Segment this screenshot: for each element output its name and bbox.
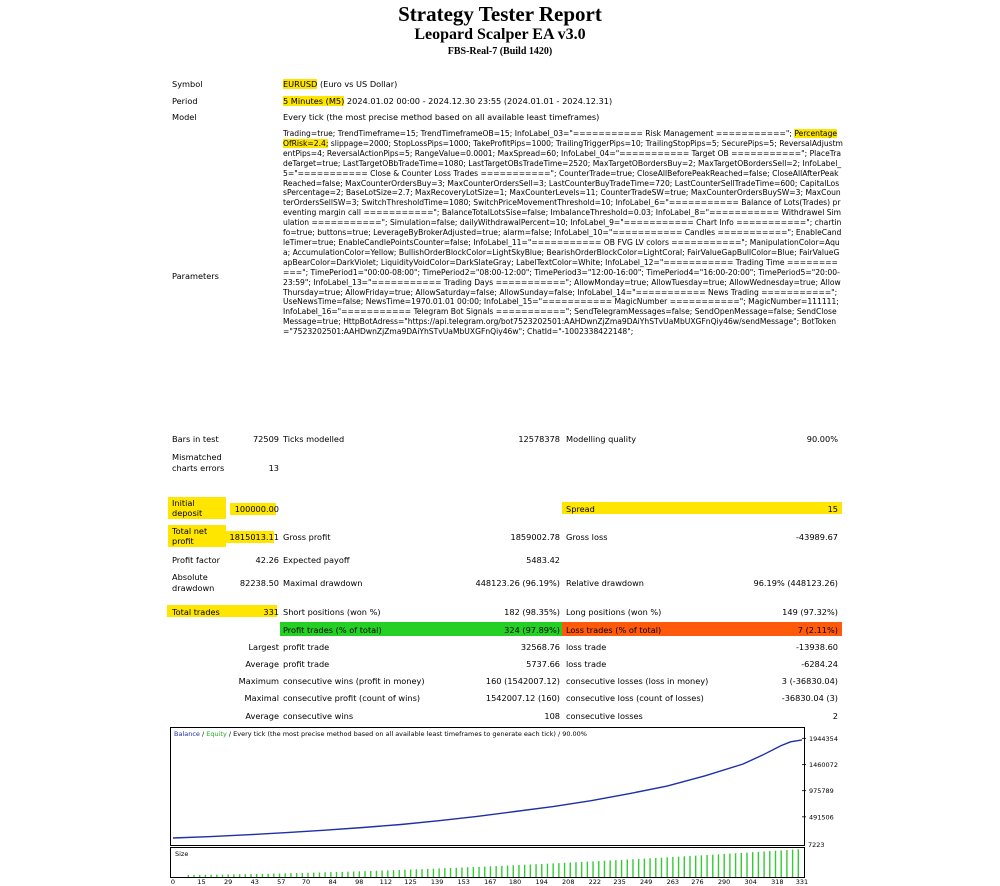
deposit-value: 100000.00 — [234, 504, 279, 514]
lpt-label: profit trade — [283, 642, 330, 652]
size-bar — [706, 855, 707, 877]
x-tick-label: 235 — [613, 878, 626, 885]
pf-label: Profit factor — [172, 555, 220, 565]
symbol-desc: (Euro vs US Dollar) — [319, 79, 398, 89]
maxdd-value: 448123.26 (96.19%) — [475, 578, 560, 588]
size-bar — [604, 861, 605, 877]
size-bar — [666, 857, 667, 877]
trades-label: Total trades — [172, 607, 220, 617]
size-bar — [290, 873, 291, 877]
size-bar — [381, 871, 382, 877]
size-bar — [393, 870, 394, 877]
absdd-label: Absolute drawdown — [172, 572, 215, 593]
size-bar — [558, 863, 559, 877]
size-bar — [285, 873, 286, 877]
size-bar — [587, 862, 588, 877]
y-tick-label: 491506 — [809, 813, 834, 822]
x-tick-label: 15 — [197, 878, 206, 885]
size-bar — [467, 867, 468, 877]
grossloss-label: Gross loss — [566, 532, 608, 542]
reldd-label: Relative drawdown — [566, 578, 644, 588]
short-value: 182 (98.35%) — [504, 607, 560, 617]
size-bar — [741, 853, 742, 877]
main-plot-frame — [171, 728, 805, 846]
report-title: Strategy Tester Report — [398, 2, 602, 26]
quality-value: 90.00% — [806, 434, 838, 444]
size-bar — [267, 874, 268, 877]
alt-value: -6284.24 — [801, 659, 838, 669]
long-label: Long positions (won %) — [566, 607, 662, 617]
size-bar — [712, 855, 713, 877]
size-bar — [570, 863, 571, 877]
size-bar — [473, 867, 474, 877]
size-bar — [598, 861, 599, 877]
x-tick-label: 194 — [535, 878, 548, 885]
ep-label: Expected payoff — [283, 555, 350, 565]
size-bar — [302, 873, 303, 877]
size-bar — [792, 850, 793, 877]
size-bar — [370, 871, 371, 877]
size-bar — [188, 875, 189, 877]
size-bar — [769, 851, 770, 877]
parameters-value — [283, 129, 843, 337]
period-label: Period — [172, 96, 198, 106]
x-tick-label: 70 — [301, 878, 311, 885]
size-bar — [376, 871, 377, 877]
quality-label: Modelling quality — [566, 434, 637, 444]
ticks-value: 12578378 — [518, 434, 560, 444]
size-bar — [752, 852, 753, 877]
size-bar — [518, 865, 519, 877]
trades-value: 331 — [263, 607, 279, 617]
size-bar — [410, 870, 411, 877]
x-tick-label: 331 — [795, 878, 809, 885]
size-bar — [638, 859, 639, 877]
acw-label: consecutive wins — [283, 711, 354, 721]
lt-value: 7 (2.11%) — [797, 625, 838, 635]
size-bar — [359, 871, 360, 877]
size-bar — [530, 864, 531, 877]
size-bar — [507, 866, 508, 877]
size-bar — [193, 875, 194, 877]
symbol-value — [283, 79, 397, 89]
size-bar — [615, 860, 616, 877]
balance-chart — [170, 727, 840, 885]
size-bar — [307, 873, 308, 877]
pf-value: 42.26 — [255, 555, 279, 565]
netprofit-value: 1815013.11 — [229, 532, 279, 542]
mismatch-label: Mismatched charts errors — [172, 452, 225, 473]
size-bar — [342, 872, 343, 877]
size-bar — [324, 872, 325, 877]
size-bar — [450, 868, 451, 877]
size-bar — [535, 864, 536, 877]
size-bar — [621, 860, 622, 877]
size-bar — [695, 856, 696, 877]
reldd-value: 96.19% (448123.26) — [753, 578, 838, 588]
llt-label: loss trade — [566, 642, 607, 652]
x-axis-ticks — [171, 878, 808, 885]
pt-label: Profit trades (% of total) — [283, 625, 382, 635]
spread-value: 15 — [827, 504, 838, 514]
params-pre: Trading=true; TrendTimeframe=15; TrendTimeframeOB=15; InfoLabel_03="=========== Risk Management ==========="; — [283, 129, 795, 138]
x-tick-label: 180 — [508, 878, 522, 885]
netprofit-label: Total net profit — [172, 526, 208, 546]
size-bar — [399, 870, 400, 877]
y-tick-label: 1460072 — [809, 760, 838, 769]
mcw-label: consecutive wins (profit in money) — [283, 676, 425, 686]
size-bar — [729, 854, 730, 877]
x-tick-label: 43 — [250, 878, 259, 885]
x-tick-label: 208 — [562, 878, 575, 885]
server-build: FBS-Real-7 (Build 1420) — [447, 46, 553, 57]
long-value: 149 (97.32%) — [782, 607, 838, 617]
lt-label: Loss trades (% of total) — [566, 625, 662, 635]
legend-balance: Balance — [174, 730, 200, 738]
symbol-code: EURUSD — [283, 79, 318, 89]
size-bar — [416, 869, 417, 877]
deposit-label: Initial deposit — [172, 498, 203, 518]
size-bar — [661, 858, 662, 877]
lpt-value: 32568.76 — [520, 642, 560, 652]
x-tick-label: 112 — [379, 878, 393, 885]
mismatch-value: 13 — [268, 463, 279, 473]
pt-value: 324 (97.89%) — [504, 625, 560, 635]
period-timeframe: 5 Minutes (M5) — [283, 96, 345, 106]
x-tick-label: 29 — [223, 878, 233, 885]
x-tick-label: 153 — [457, 878, 470, 885]
x-tick-label: 125 — [404, 878, 417, 885]
size-bar — [495, 866, 496, 877]
size-bar — [330, 872, 331, 877]
size-bar — [524, 865, 525, 877]
size-bar — [718, 854, 719, 877]
x-tick-label: 263 — [666, 878, 679, 885]
size-bar — [205, 875, 206, 877]
bars-value: 72509 — [252, 434, 279, 444]
size-bar — [632, 859, 633, 877]
size-bar — [353, 871, 354, 877]
size-bar — [609, 860, 610, 877]
period-value — [283, 96, 612, 106]
size-plot-frame — [171, 848, 805, 878]
size-bar — [689, 856, 690, 877]
grossloss-value: -43989.67 — [795, 532, 838, 542]
size-bar — [273, 874, 274, 877]
average-label: Average — [245, 659, 279, 669]
maxdd-label: Maximal drawdown — [283, 578, 363, 588]
size-bar — [256, 874, 257, 877]
apt-value: 5737.66 — [526, 659, 560, 669]
size-bar — [319, 872, 320, 877]
size-bar — [564, 863, 565, 877]
parameters-label: Parameters — [172, 271, 219, 281]
size-bar — [313, 873, 314, 877]
size-bar — [786, 850, 787, 877]
mcl-label: consecutive losses (loss in money) — [566, 676, 709, 686]
mcp-value: 1542007.12 (160) — [485, 693, 560, 703]
short-label: Short positions (won %) — [283, 607, 381, 617]
maximal-label: Maximal — [244, 693, 279, 703]
size-bar — [627, 860, 628, 877]
size-bar — [456, 868, 457, 877]
x-tick-label: 167 — [484, 878, 497, 885]
y-tick-label: 975789 — [809, 787, 834, 796]
size-bar — [678, 857, 679, 877]
y-axis-ticks — [802, 735, 838, 822]
size-bar — [279, 873, 280, 877]
size-bar — [336, 872, 337, 877]
chart-legend — [174, 730, 587, 738]
size-bar — [798, 849, 799, 877]
size-bar — [438, 868, 439, 877]
size-bar — [552, 863, 553, 877]
size-bar — [490, 866, 491, 877]
grossprofit-value: 1859002.78 — [510, 532, 560, 542]
size-bar — [233, 874, 234, 877]
size-bar — [541, 864, 542, 877]
x-tick-label: 276 — [691, 878, 704, 885]
size-bar — [262, 874, 263, 877]
size-value: 7223 — [808, 841, 825, 849]
size-bar — [245, 874, 246, 877]
size-bar — [746, 853, 747, 877]
size-bar — [547, 864, 548, 877]
size-bar — [735, 853, 736, 877]
legend-rest: / Every tick (the most precise method based on all available least timeframes to generate each tick) / 90.00% — [226, 730, 587, 738]
x-tick-label: 222 — [588, 878, 602, 885]
size-bar — [501, 866, 502, 877]
size-bar — [239, 874, 240, 877]
x-tick-label: 318 — [771, 878, 784, 885]
size-bar — [758, 852, 759, 877]
size-bar — [775, 851, 776, 877]
spread-label: Spread — [566, 504, 595, 514]
size-bar — [216, 875, 217, 877]
acw-value: 108 — [544, 711, 560, 721]
x-tick-label: 304 — [744, 878, 757, 885]
ticks-label: Ticks modelled — [283, 434, 345, 444]
acl-label: consecutive losses — [566, 711, 643, 721]
size-bar — [672, 857, 673, 877]
size-bar — [592, 861, 593, 877]
size-bar — [347, 872, 348, 877]
params-post: slippage=2000; StopLossPips=1000; TakeProfitPips=1000; TrailingTriggerPips=10; TrailingStopPips=5; SecurePips=5; ReversalAdjustmentPips=4; ReversalActionPips=5; RangeValue=0.0001; MaxSpread=60; InfoLabel_04="=========== Target OB ==========="; PlaceTradeTarget=true; LastTargetOBbTradeTime=1080; LastTargetOBsTradeTime=2520; MaxTargetOBordersBuy=2; MaxTargetOBordersSell=2; InfoLabel_5="=========== Close & Counter Loss Trades ==========="; CounterTrade=true; CloseAllBeforePeakReached=false; CloseAllAfterPeakReached=false; MaxCounterOrdersBuy=3; MaxCounterOrdersSell=3; LastCounterBuyTradeTime=720; LastCounterSellTradeTime=600; CapitalLossPercentage=2; BaseLotSize=2.7; MaxRecoveryLotSize=1; MaxCounterLevels=11; CounterTradeSW=true; MaxCounterOrdersBuySW=3; MaxCounterOrdersSellSW=3; SwitchThresholdTime=1080; SwitchPriceMovementThreshold=10; InfoLabel_6="=========== Balance of Lots(Trades) preventing margin call ==========="; BalanceTotalLotsSise=false; ImbalanceThreshold=0.03; InfoLabel_8="=========== Withdrawel Simulation ==========="; Simulation=false; dailyWithdrawalPercent=10; InfoLabel_9="=========== Chart Info ==========="; chartinfo=true; buttons=true; LeverageByBrokerAdjusted=true; alarm=false; InfoLabel_10="=========== Candles ==========="; EnableCandleTimer=true; EnableCandlePointsCounter=false; InfoLabel_11="=========== OB FVG LV colors ==========="; ManipulationColor=Aqua; AccumulationColor=Yellow; BullishOrderBlockColor=LightSkyBlue; BearishOrderBlockColor=LightCoral; FairValueGapBullColor=Blue; FairValueGapBearColor=DarkViolet; LiquidityVoidColor=DarkSlateGray; LabelTextColor=White; InfoLabel_12="=========== Trading Time ==========="; TimePeriod1="00:00-08:00"; TimePeriod2="08:00-12:00"; TimePeriod3="12:00-16:00"; TimePeriod4="16:00-20:00"; TimePeriod5="20:00-23:59"; InfoLabel_13="=========== Trading Days ==========="; AllowMonday=true; AllowTuesday=true; AllowWednesday=true; AllowThursday=true; AllowFriday=true; AllowSaturday=false; AllowSunday=false; InfoLabel_14="=========== News Trading ==========="; UseNewsTime=false; NewsTime=1970.01.01 00:00; InfoLabel_15="=========== MagicNumber ==========="; MagicNumber=111111; InfoLabel_16="=========== Telegram Bot Signals ==========="; SendTelegramMessages=false; SendOpenMessage=false; SendCloseMessage=true; HttpBotAdress="https://api.telegram.org/bot7523202501:AAHDwnZjZma9DAiYhSTvUaMbUXGFnQiy46w/sendMessage"; BotToken="7523202501:AAHDwnZjZma9DAiYhSTvUaMbUXGFnQiy46w"; ChatId="-1002338422148"; — [283, 138, 843, 337]
apt-label: profit trade — [283, 659, 330, 669]
x-tick-label: 290 — [717, 878, 731, 885]
size-bar — [427, 869, 428, 877]
size-bar — [644, 859, 645, 877]
acl-value: 2 — [832, 711, 838, 721]
size-bar — [461, 868, 462, 877]
size-bar — [222, 875, 223, 877]
size-bar — [421, 869, 422, 877]
size-bar — [581, 862, 582, 877]
x-tick-label: 84 — [328, 878, 337, 885]
mcl-value: 3 (-36830.04) — [781, 676, 838, 686]
size-bar — [444, 868, 445, 877]
ep-value: 5483.42 — [526, 555, 560, 565]
symbol-label: Symbol — [172, 79, 203, 89]
size-label: Size — [175, 850, 189, 858]
largest-label: Largest — [248, 642, 279, 652]
size-bar — [199, 875, 200, 877]
size-bar — [723, 854, 724, 877]
y-tick-label: 1944354 — [809, 734, 838, 743]
size-bar — [780, 850, 781, 877]
model-value: Every tick (the most precise method based on all available least timeframes) — [283, 112, 600, 122]
size-bar — [210, 875, 211, 877]
size-bar — [484, 867, 485, 877]
legend-equity: Equity — [206, 730, 227, 738]
mcw-value: 160 (1542007.12) — [485, 676, 560, 686]
alt-label: loss trade — [566, 659, 607, 669]
period-range: 2024.01.02 00:00 - 2024.12.30 23:55 (2024.01.01 - 2024.12.31) — [346, 96, 613, 106]
size-bar — [513, 865, 514, 877]
size-bar — [655, 858, 656, 877]
legend-sep: / — [199, 730, 207, 738]
ea-name: Leopard Scalper EA v3.0 — [414, 26, 586, 43]
size-bar — [364, 871, 365, 877]
size-bar — [228, 874, 229, 877]
grossprofit-label: Gross profit — [283, 532, 331, 542]
average2-label: Average — [245, 711, 279, 721]
model-label: Model — [172, 112, 197, 122]
size-bar — [575, 862, 576, 877]
mclc-label: consecutive loss (count of losses) — [566, 693, 704, 703]
size-bar — [433, 869, 434, 877]
llt-value: -13938.60 — [795, 642, 838, 652]
params-risk-highlight: PercentageOfRisk=2.4; — [283, 129, 838, 148]
size-bar — [404, 870, 405, 877]
x-tick-label: 249 — [639, 878, 653, 885]
maximum-label: Maximum — [238, 676, 279, 686]
size-bar — [296, 873, 297, 877]
absdd-value: 82238.50 — [239, 578, 279, 588]
x-tick-label: 139 — [430, 878, 444, 885]
x-tick-label: 57 — [277, 878, 286, 885]
x-tick-label: 0 — [170, 878, 176, 885]
size-bar — [478, 867, 479, 877]
size-bar — [649, 858, 650, 877]
size-bar — [763, 851, 764, 877]
mclc-value: -36830.04 (3) — [781, 693, 838, 703]
bars-label: Bars in test — [172, 434, 219, 444]
mcp-label: consecutive profit (count of wins) — [283, 693, 421, 703]
size-bar — [701, 855, 702, 877]
size-bar — [250, 874, 251, 877]
size-bar — [387, 870, 388, 877]
size-bar — [684, 856, 685, 877]
x-tick-label: 98 — [355, 878, 364, 885]
